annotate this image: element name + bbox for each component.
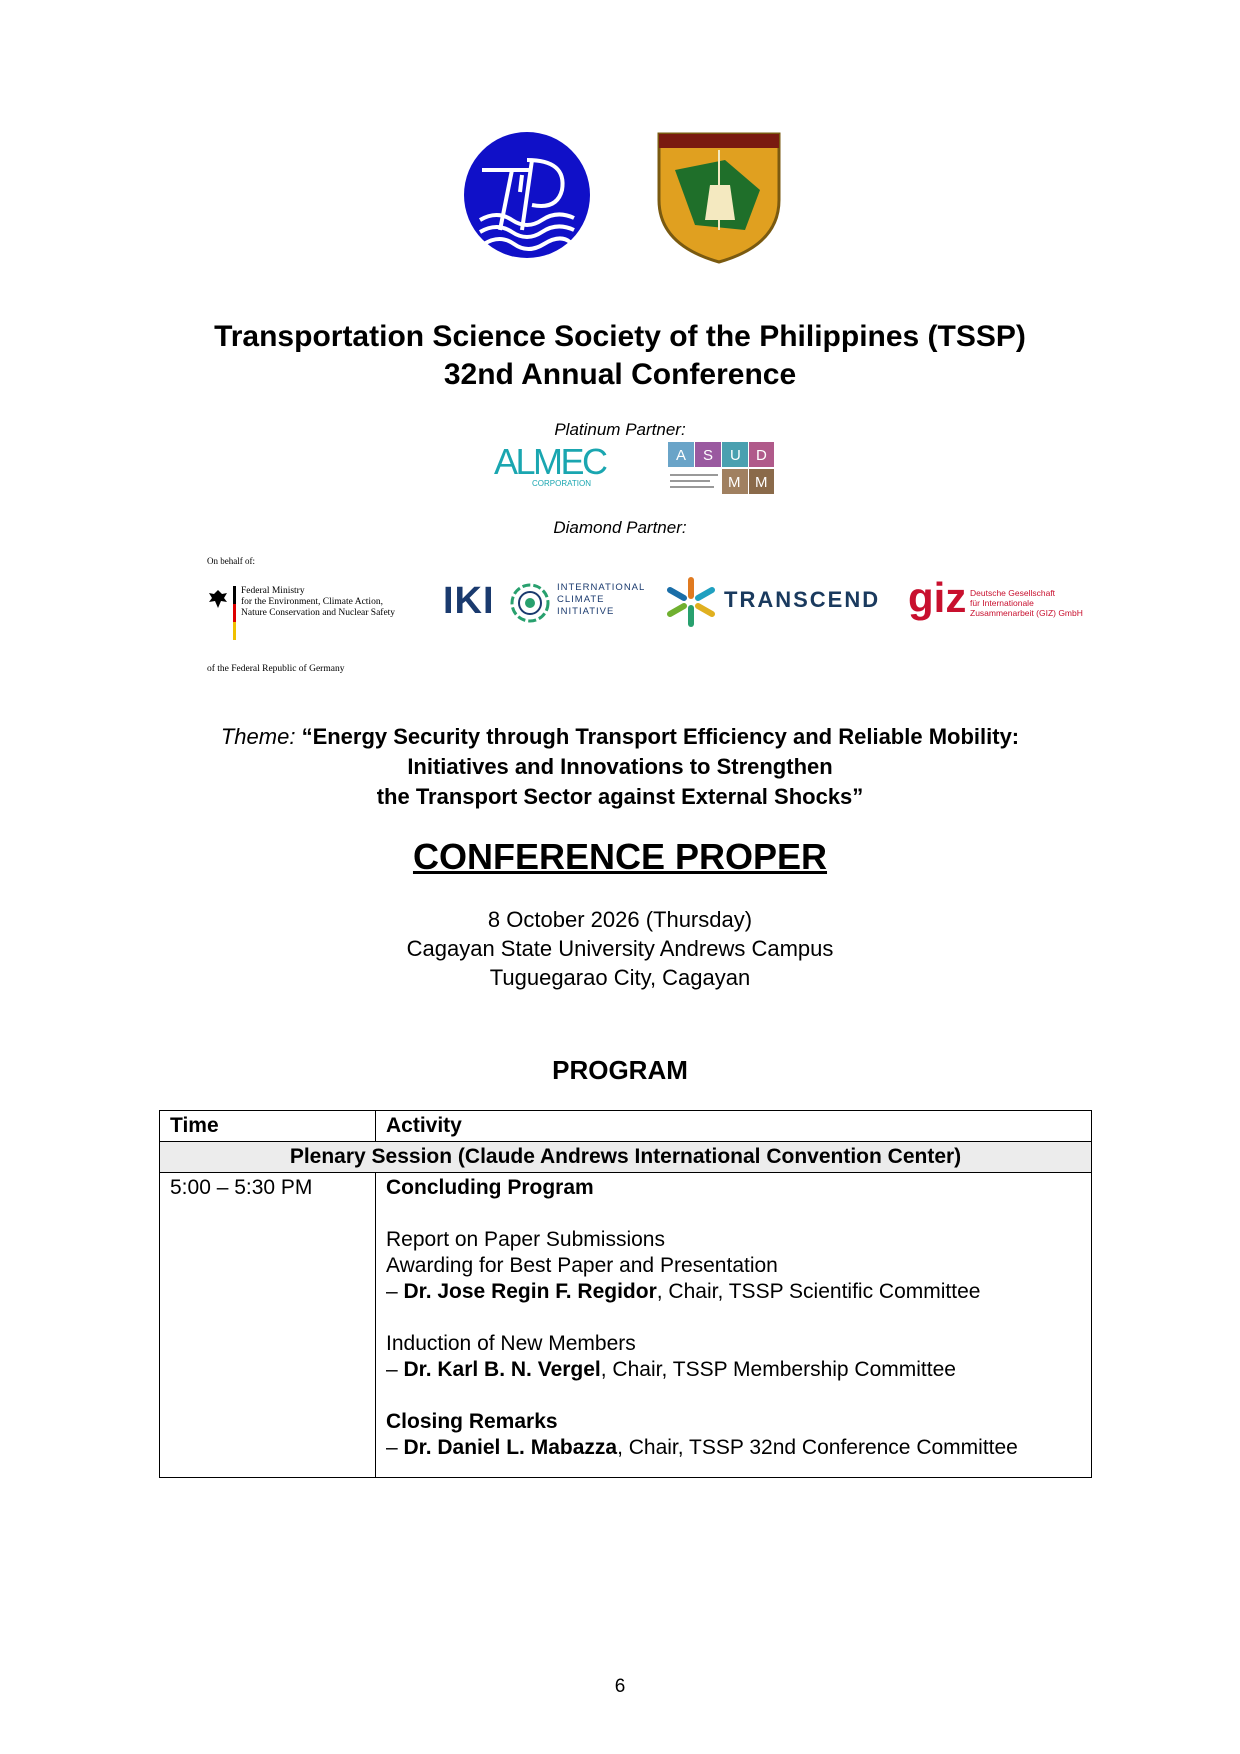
session-title: Plenary Session (Claude Andrews International Convention Center) xyxy=(160,1142,1092,1173)
theme-line-1: Theme: “Energy Security through Transport Efficiency and Reliable Mobility: xyxy=(220,724,1020,749)
giz-logo xyxy=(908,574,1098,628)
asudmm-logo xyxy=(668,442,774,494)
header-logos xyxy=(0,130,1240,265)
speaker-name: Dr. Daniel L. Mabazza xyxy=(403,1436,618,1459)
svg-text:S: S xyxy=(703,447,714,464)
svg-text:M: M xyxy=(728,474,741,491)
theme-line-3: the Transport Sector against External Shocks” xyxy=(376,784,864,809)
svg-text:M: M xyxy=(755,474,768,491)
col-activity-header: Activity xyxy=(376,1111,1092,1142)
program-table xyxy=(159,1110,1092,1478)
csu-seal xyxy=(655,130,783,265)
svg-text:U: U xyxy=(730,447,741,464)
event-date: 8 October 2026 (Thursday) xyxy=(487,907,753,932)
activity-block-awards: Report on Paper Submissions Awarding for Best Paper and Presentation – Dr. Jose Regin F. Regidor, Chair, TSSP Scientific Committee xyxy=(386,1228,981,1303)
diamond-partner-label: Diamond Partner: xyxy=(553,518,687,537)
program-title: PROGRAM xyxy=(552,1055,688,1085)
section-title: CONFERENCE PROPER xyxy=(412,836,828,877)
almec-logo xyxy=(492,440,612,490)
event-venue: Cagayan State University Andrews Campus xyxy=(406,936,834,961)
giz-text: Deutsche Gesellschaft für Internationale Zusammenarbeit (GIZ) GmbH xyxy=(970,588,1083,618)
conference-title xyxy=(0,318,1240,394)
theme-block xyxy=(0,722,1240,812)
activity-block-closing: Closing Remarks – Dr. Daniel L. Mabazza, Chair, TSSP 32nd Conference Committee xyxy=(386,1410,1018,1459)
event-info xyxy=(0,905,1240,992)
iki-ring-icon xyxy=(509,582,551,624)
theme-line-2: Initiatives and Innovations to Strengthen xyxy=(407,754,833,779)
col-time-header: Time xyxy=(160,1111,376,1142)
event-city: Tuguegarao City, Cagayan xyxy=(489,965,751,990)
table-row xyxy=(160,1173,1092,1478)
iki-logo xyxy=(443,580,646,626)
transcend-star-icon xyxy=(666,576,716,628)
bmu-on-behalf: On behalf of: xyxy=(207,556,255,566)
page-number: 6 xyxy=(614,1676,626,1697)
activity-block-induction: Induction of New Members – Dr. Karl B. N. Vergel, Chair, TSSP Membership Committee xyxy=(386,1332,956,1381)
table-header-row xyxy=(160,1111,1092,1142)
eagle-icon xyxy=(207,588,229,610)
bmu-logo xyxy=(207,556,417,676)
platinum-partner-label: Platinum Partner: xyxy=(554,420,686,439)
bmu-ministry-text: Federal Ministry for the Environment, Climate Action, Nature Conservation and Nuclear Safety xyxy=(241,586,396,618)
svg-text:A: A xyxy=(676,447,687,464)
bmu-republic: of the Federal Republic of Germany xyxy=(207,664,345,674)
svg-text:ALMEC: ALMEC xyxy=(494,441,608,482)
row-time: 5:00 – 5:30 PM xyxy=(160,1173,376,1478)
svg-text:D: D xyxy=(756,447,767,464)
activity-heading: Concluding Program xyxy=(386,1176,594,1199)
transcend-text: TRANSCEND xyxy=(724,587,881,612)
theme-label: Theme: xyxy=(220,724,296,749)
title-line-1: Transportation Science Society of the Philippines (TSSP) xyxy=(214,320,1026,353)
session-row xyxy=(160,1142,1092,1173)
flag-gold xyxy=(233,622,236,640)
title-line-2: 32nd Annual Conference xyxy=(443,358,797,391)
flag-black xyxy=(233,586,236,604)
speaker-name: Dr. Karl B. N. Vergel xyxy=(403,1358,601,1381)
speaker-name: Dr. Jose Regin F. Regidor xyxy=(403,1280,657,1303)
giz-mark: giz xyxy=(908,574,967,621)
flag-red xyxy=(233,604,236,622)
tssp-logo xyxy=(462,130,592,260)
row-activity xyxy=(376,1173,1092,1478)
svg-text:CORPORATION: CORPORATION xyxy=(532,479,591,488)
iki-mark: IKI xyxy=(443,580,495,622)
transcend-logo xyxy=(666,574,886,630)
iki-text: INTERNATIONAL CLIMATE INITIATIVE xyxy=(557,582,646,617)
